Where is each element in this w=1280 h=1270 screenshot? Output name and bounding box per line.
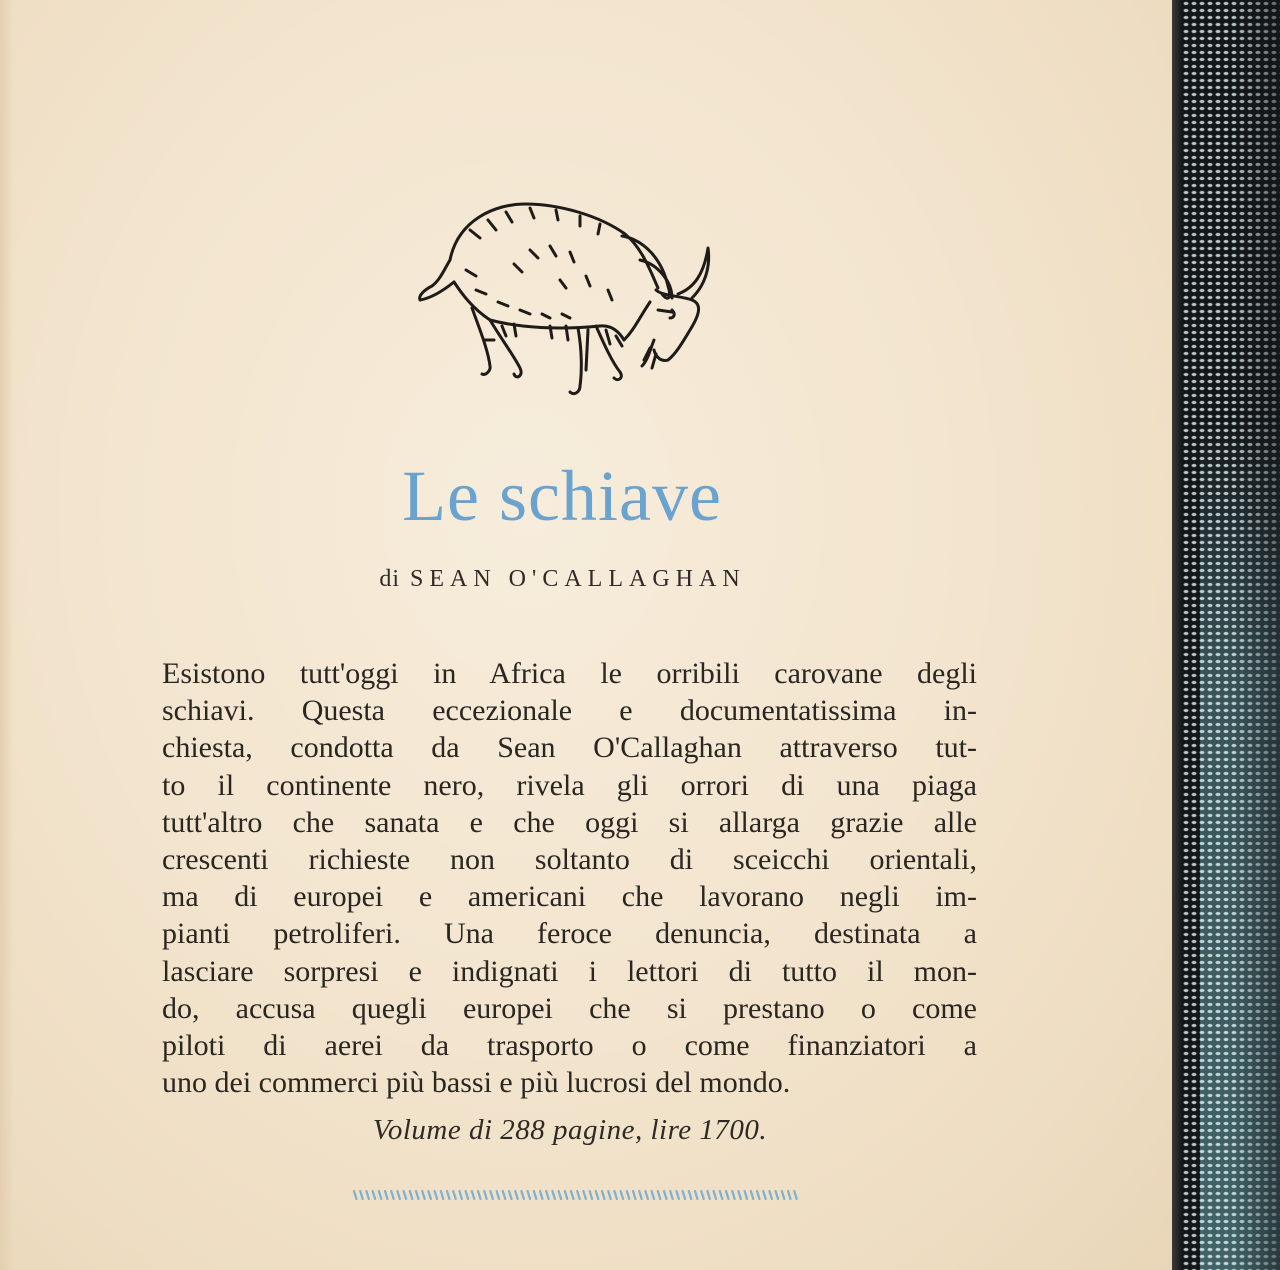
blurb-line: uno dei commerci più bassi e più lucrosi del mondo. [162,1066,791,1100]
goat-illustration-icon [410,190,730,410]
blurb-line: Esistono tutt'oggi in Africa le orribili carovane degli [162,657,977,690]
blurb-line: crescenti richieste non soltanto di sceicchi orientali, [162,842,977,876]
decorative-wavy-rule-icon [350,1185,800,1205]
blurb-line: ma di europei e americani che lavorano negli im- [162,880,977,914]
blurb-line: lasciare sorpresi e indignati i lettori di tutto il mon- [162,954,977,988]
author-line [0,566,1125,593]
blurb-line: pianti petroliferi. Una feroce denuncia, destinata a [162,917,977,951]
blurb-line: tutt'altro che sanata e che oggi si allarga grazie alle [162,805,977,839]
blurb-line: piloti di aerei da trasporto o come finanziatori a [162,1028,977,1062]
book-title: Le schiave [402,456,722,536]
blurb-line: to il continente nero, rivela gli orrori di una piaga [162,768,977,802]
spine-dark-band [1232,0,1280,1270]
book-blurb [162,655,977,1101]
book-spine [1172,0,1280,1270]
author-prefix: di [379,566,400,592]
author-name: SEAN O'CALLAGHAN [410,566,746,592]
spine-edge-shadow [1172,0,1182,1270]
blurb-line: chiesta, condotta da Sean O'Callaghan attraverso tut- [162,731,977,765]
page-edge [0,0,14,1270]
blurb-line: schiavi. Questa eccezionale e documentatissima in- [162,694,977,728]
blurb-line: do, accusa quegli europei che si prestano o come [162,991,977,1025]
volume-info: Volume di 288 pagine, lire 1700. [372,1114,768,1146]
